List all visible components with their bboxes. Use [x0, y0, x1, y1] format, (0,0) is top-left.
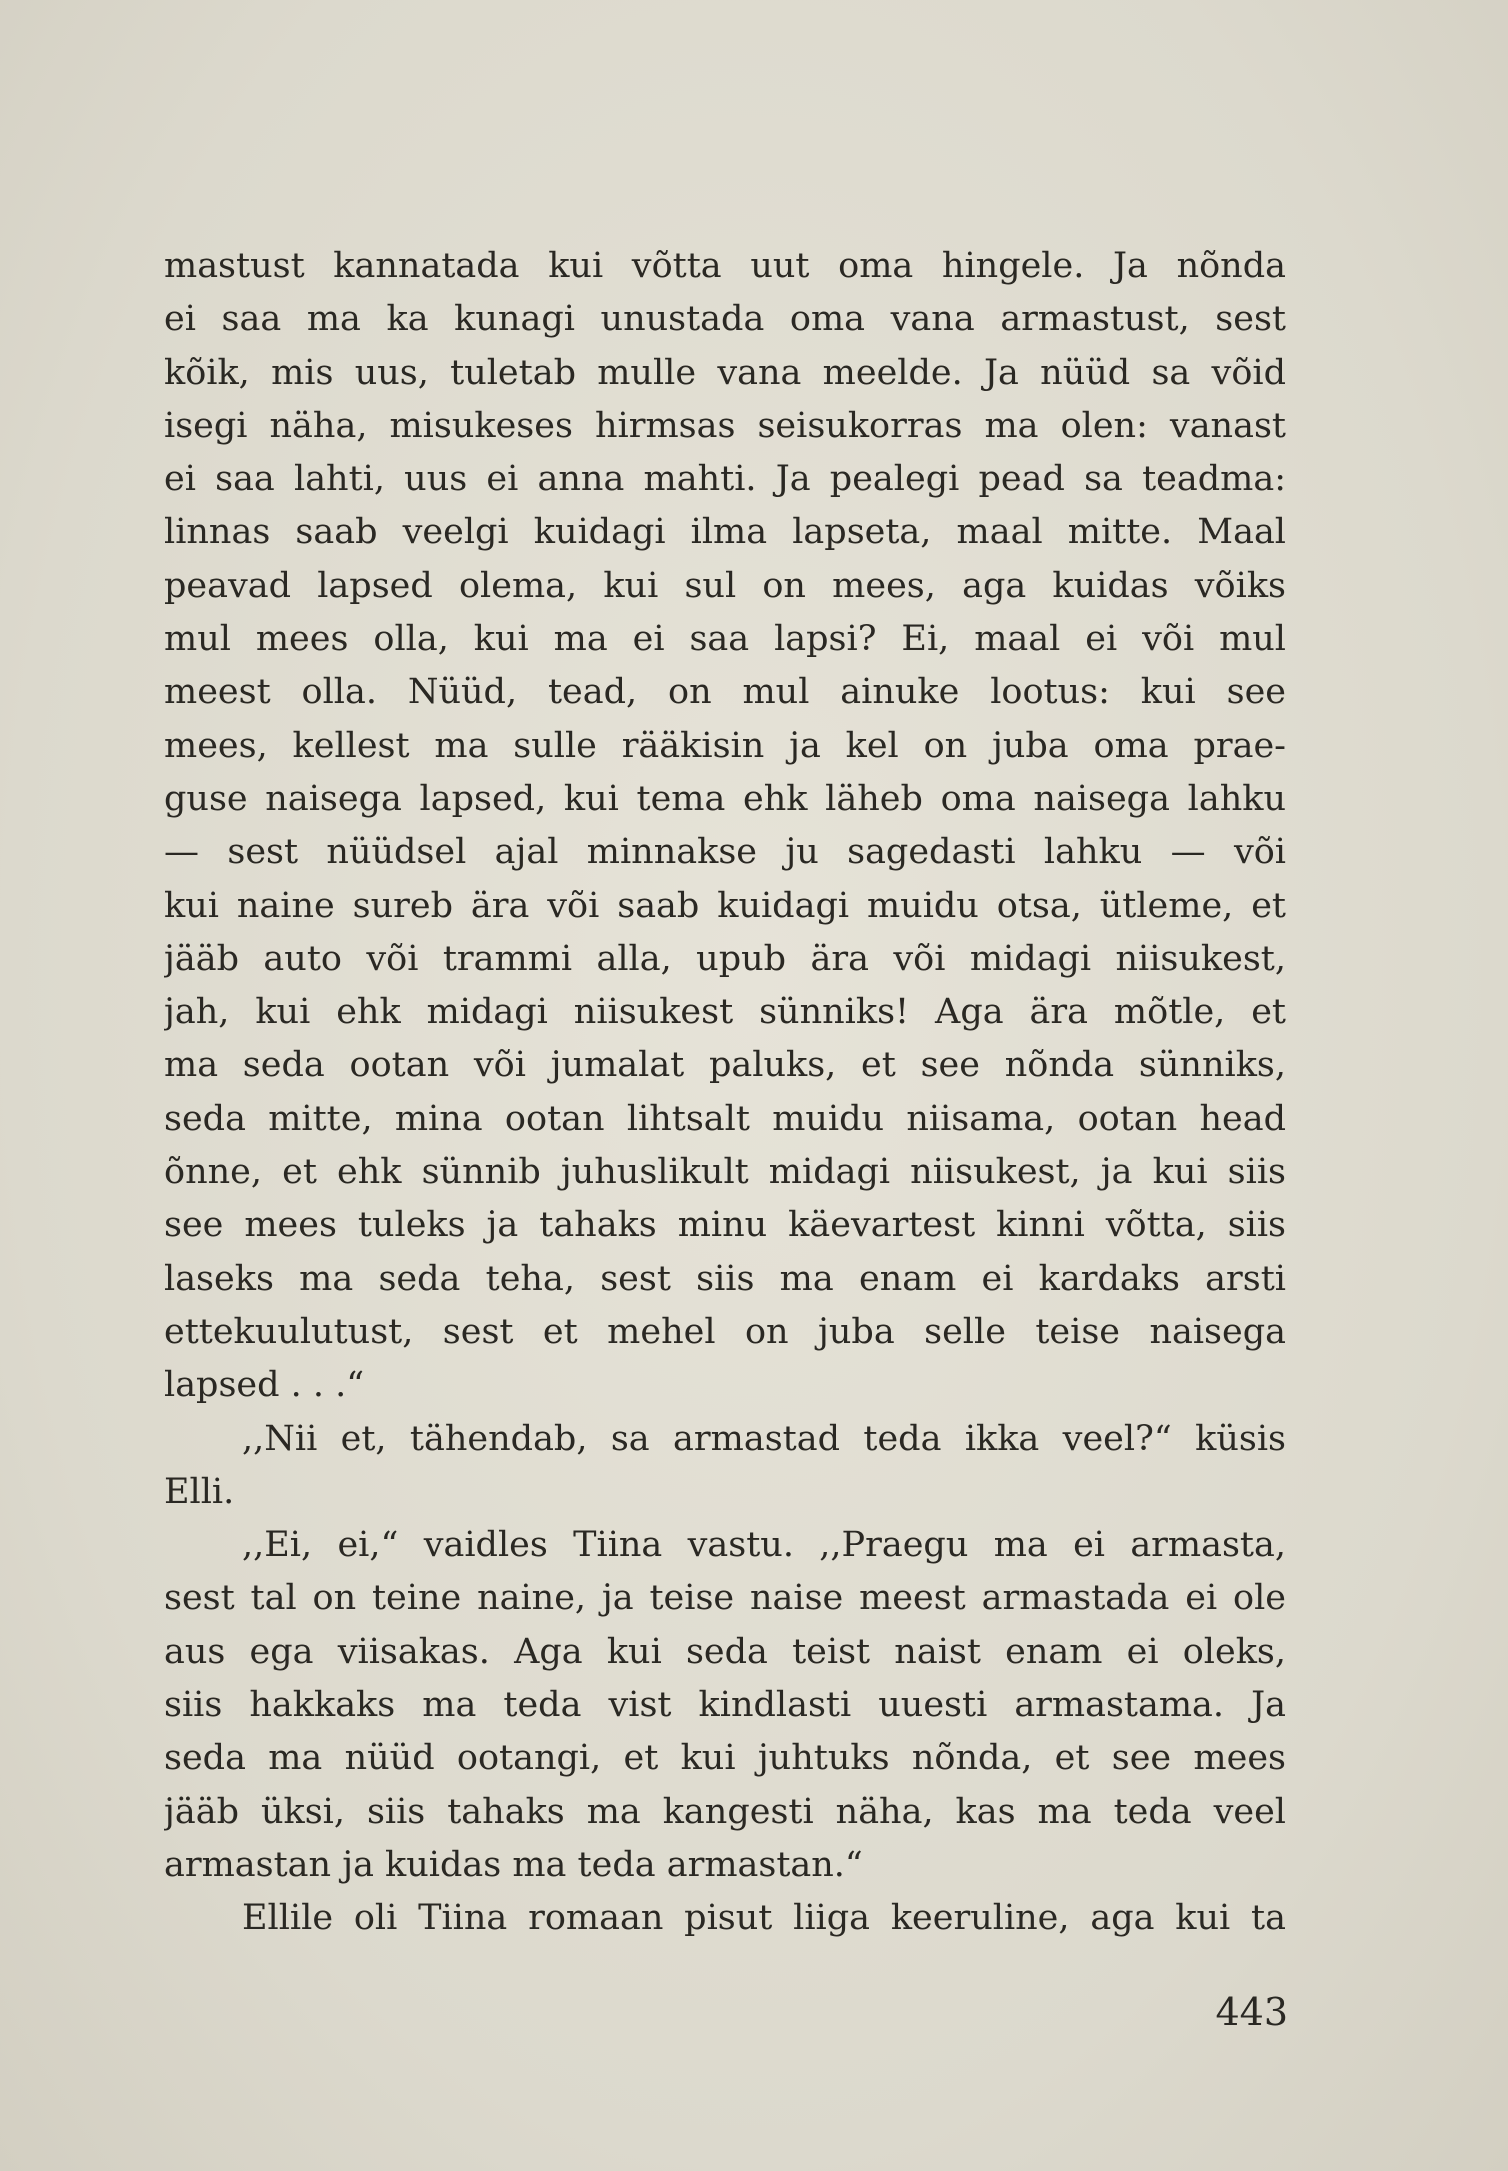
- text-line: seda ma nüüd ootangi, et kui juhtuks nõnda, et see mees: [164, 1738, 1286, 1779]
- text-line: ei saa lahti, uus ei anna mahti. Ja pealegi pead sa teadma:: [164, 459, 1286, 500]
- text-line: aus ega viisakas. Aga kui seda teist naist enam ei oleks,: [164, 1631, 1286, 1672]
- text-line: seda mitte, mina ootan lihtsalt muidu niisama, ootan head: [164, 1098, 1286, 1139]
- text-line: meest olla. Nüüd, tead, on mul ainuke lootus: kui see: [164, 672, 1286, 713]
- text-line: guse naisega lapsed, kui tema ehk läheb oma naisega lahku: [164, 778, 1286, 819]
- text-line: ei saa ma ka kunagi unustada oma vana armastust, sest: [164, 299, 1286, 340]
- text-line: kui naine sureb ära või saab kuidagi muidu otsa, ütleme, et: [164, 885, 1286, 926]
- text-line: ,,Nii et, tähendab, sa armastad teda ikka veel?“ küsis: [242, 1418, 1286, 1459]
- text-line: — sest nüüdsel ajal minnakse ju sagedasti lahku — või: [164, 832, 1286, 873]
- text-line: siis hakkaks ma teda vist kindlasti uuesti armastama. Ja: [164, 1685, 1286, 1726]
- text-line: mastust kannatada kui võtta uut oma hingele. Ja nõnda: [164, 246, 1286, 286]
- text-line: ma seda ootan või jumalat paluks, et see nõnda sünniks,: [164, 1045, 1286, 1086]
- text-line: jääb auto või trammi alla, upub ära või midagi niisukest,: [164, 938, 1286, 979]
- text-line: mul mees olla, kui ma ei saa lapsi? Ei, maal ei või mul: [164, 619, 1286, 660]
- text-line: õnne, et ehk sünnib juhuslikult midagi niisukest, ja kui siis: [164, 1152, 1286, 1193]
- text-line: jääb üksi, siis tahaks ma kangesti näha, kas ma teda veel: [164, 1791, 1286, 1832]
- text-line: armastan ja kuidas ma teda armastan.“: [164, 1844, 863, 1885]
- page-number: 443: [1215, 1990, 1288, 2034]
- text-line: linnas saab veelgi kuidagi ilma lapseta, maal mitte. Maal: [164, 512, 1286, 553]
- text-line: laseks ma seda teha, sest siis ma enam ei kardaks arsti: [164, 1258, 1286, 1299]
- text-line: mees, kellest ma sulle rääkisin ja kel on juba oma prae-: [164, 725, 1286, 766]
- text-line: isegi näha, misukeses hirmsas seisukorras ma olen: vanast: [164, 405, 1286, 446]
- text-line: sest tal on teine naine, ja teise naise meest armastada ei ole: [164, 1578, 1286, 1619]
- text-line: ,,Ei, ei,“ vaidles Tiina vastu. ,,Praegu ma ei armasta,: [242, 1525, 1286, 1566]
- body-text: [164, 240, 1286, 1946]
- text-line: Elli.: [164, 1471, 235, 1512]
- text-line: kõik, mis uus, tuletab mulle vana meelde. Ja nüüd sa võid: [164, 352, 1286, 393]
- text-line: peavad lapsed olema, kui sul on mees, aga kuidas võiks: [164, 565, 1286, 606]
- text-line: ettekuulutust, sest et mehel on juba selle teise naisega: [164, 1311, 1286, 1352]
- text-line: jah, kui ehk midagi niisukest sünniks! Aga ära mõtle, et: [164, 992, 1286, 1033]
- text-line: Ellile oli Tiina romaan pisut liiga keeruline, aga kui ta: [242, 1898, 1286, 1939]
- text-line: see mees tuleks ja tahaks minu käevartest kinni võtta, siis: [164, 1205, 1286, 1246]
- text-line: lapsed . . .“: [164, 1365, 365, 1406]
